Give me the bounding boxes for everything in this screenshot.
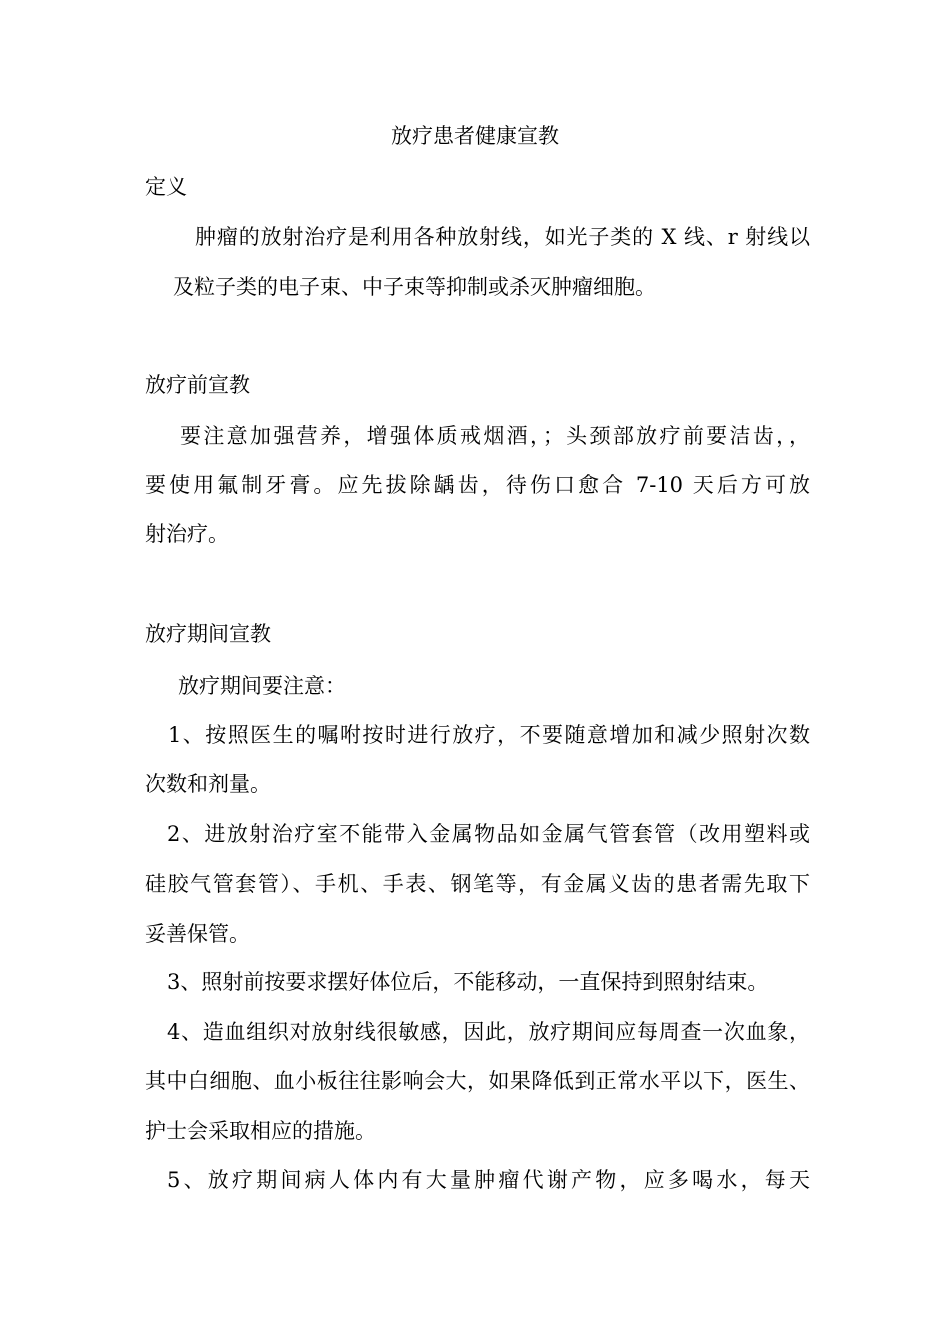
pre-treatment-line-2: 要使用氟制牙膏。应先拔除龋齿，待伤口愈合 7-10 天后方可放 [145, 473, 810, 497]
item-3-line-1: 3、照射前按要求摆好体位后，不能移动，一直保持到照射结束。 [167, 970, 769, 994]
item-2-line-1: 2、进放射治疗室不能带入金属物品如金属气管套管（改用塑料或 [167, 822, 810, 846]
item-1-line-2: 次数和剂量。 [145, 772, 271, 796]
document-title: 放疗患者健康宣教 [391, 124, 559, 148]
item-5-line-1: 5、放疗期间病人体内有大量肿瘤代谢产物，应多喝水，每天 [167, 1168, 810, 1192]
item-4-line-3: 护士会采取相应的措施。 [145, 1119, 376, 1143]
item-2-line-3: 妥善保管。 [145, 922, 250, 946]
during-treatment-intro: 放疗期间要注意： [178, 674, 346, 698]
pre-treatment-heading: 放疗前宣教 [145, 373, 250, 397]
item-2-line-2: 硅胶气管套管）、手机、手表、钢笔等，有金属义齿的患者需先取下 [145, 872, 810, 896]
pre-treatment-line-3: 射治疗。 [145, 522, 229, 546]
item-1-line-1: 1、按照医生的嘱咐按时进行放疗，不要随意增加和减少照射次数 [168, 723, 810, 747]
definition-heading: 定义 [145, 175, 187, 199]
pre-treatment-line-1: 要注意加强营养，增强体质戒烟酒，；头颈部放疗前要洁齿，， [180, 424, 810, 448]
item-4-line-1: 4、造血组织对放射线很敏感，因此，放疗期间应每周查一次血象， [167, 1020, 810, 1044]
during-treatment-heading: 放疗期间宣教 [145, 622, 271, 646]
definition-line-1: 肿瘤的放射治疗是利用各种放射线，如光子类的 X 线、r 射线以 [195, 225, 810, 249]
item-4-line-2: 其中白细胞、血小板往往影响会大，如果降低到正常水平以下，医生、 [145, 1069, 810, 1093]
definition-line-2: 及粒子类的电子束、中子束等抑制或杀灭肿瘤细胞。 [173, 275, 656, 299]
